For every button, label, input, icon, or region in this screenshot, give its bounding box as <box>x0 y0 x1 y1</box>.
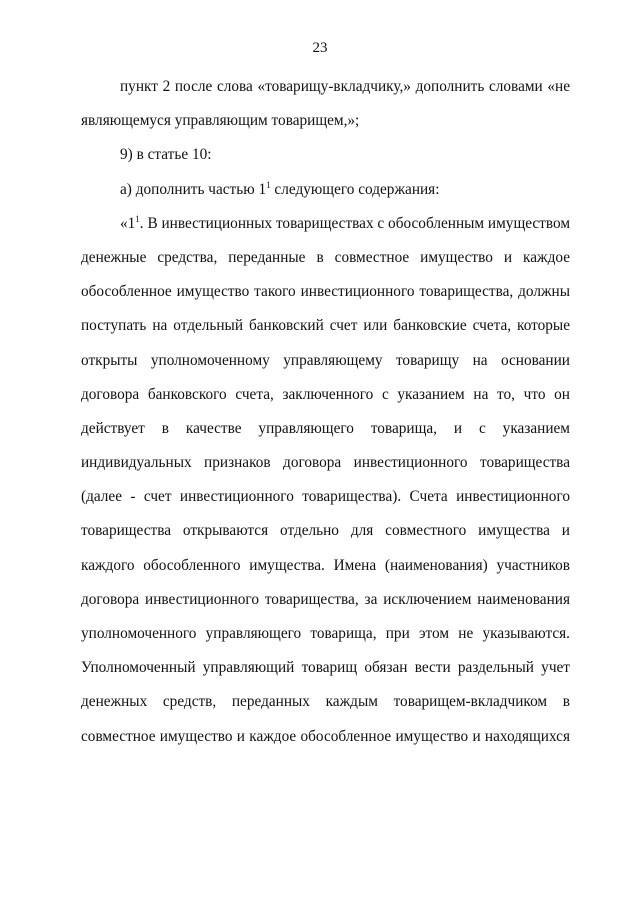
text-line: являющемуся управляющим товарищем,»; <box>81 112 360 130</box>
text-line: денежных средств, переданных каждым товарищем-вкладчиком в <box>81 693 570 711</box>
text-line: договора банковского счета, заключенного с указанием на то, что он <box>81 385 570 403</box>
text-fragment: «1 <box>120 214 136 232</box>
superscript: 1 <box>135 213 140 224</box>
text-line: уполномоченного управляющего товарища, при этом не указываются. <box>81 625 570 642</box>
superscript: 1 <box>266 179 271 190</box>
text-line: совместное имущество и каждое обособленное имущество и находящихся <box>81 727 570 745</box>
text-line: товарищества открываются отдельно для совместного имущества и <box>81 522 570 540</box>
text-line: каждого обособленного имущества. Имена (наименования) участников <box>81 556 570 574</box>
text-line: поступать на отдельный банковский счет или банковские счета, которые <box>81 317 570 335</box>
text-line <box>81 173 570 207</box>
text-line: денежные средства, переданные в совместное имущество и каждое <box>81 248 570 266</box>
text-line: 9) в статье 10: <box>120 146 212 164</box>
text-line <box>81 207 570 241</box>
text-line: открыты уполномоченному управляющему товарищу на основании <box>81 351 570 369</box>
text-fragment: следующего содержания: <box>270 180 440 198</box>
document-body <box>81 70 570 754</box>
text-line: действует в качестве управляющего товарища, и с указанием <box>81 419 570 437</box>
page-number: 23 <box>312 40 328 56</box>
text-line: (далее - счет инвестиционного товарищества). Счета инвестиционного <box>81 488 570 506</box>
text-fragment: . В инвестиционных товариществах с обособленным имуществом <box>139 214 571 232</box>
text-line: пункт 2 после слова «товарищу-вкладчику,» дополнить словами «не <box>120 78 570 95</box>
text-line: обособленное имущество такого инвестиционного товарищества, должны <box>81 283 570 301</box>
text-line: индивидуальных признаков договора инвестиционного товарищества <box>81 454 570 472</box>
text-line: Уполномоченный управляющий товарищ обязан вести раздельный учет <box>81 659 570 677</box>
text-line: договора инвестиционного товарищества, за исключением наименования <box>81 590 570 608</box>
text-fragment: а) дополнить частью 1 <box>120 180 267 198</box>
